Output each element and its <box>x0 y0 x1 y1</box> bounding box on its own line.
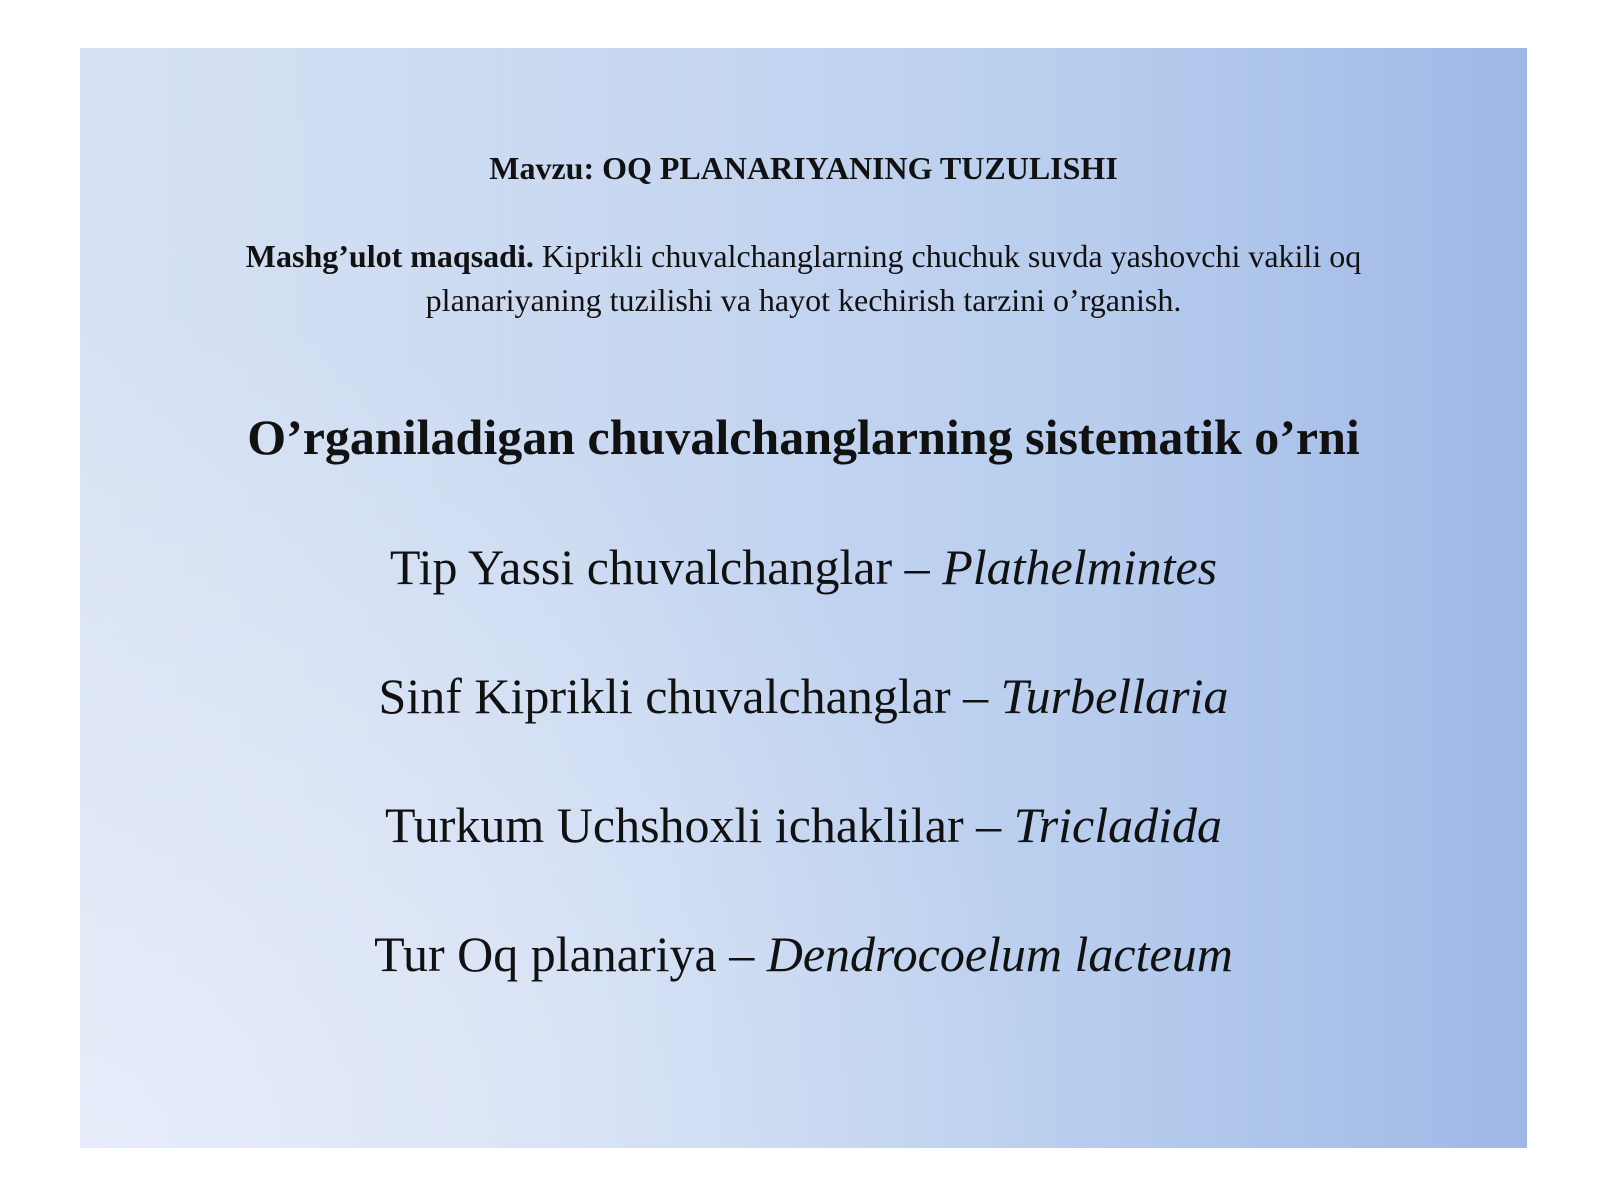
taxonomy-latin-name: Tricladida <box>1013 797 1223 853</box>
topic-title: Mavzu: OQ PLANARIYANING TUZULISHI <box>489 150 1118 186</box>
taxonomy-label: Tur Oq planariya – <box>374 926 767 982</box>
taxonomy-row-species <box>80 925 1527 983</box>
lesson-goal-lead: Mashg’ulot maqsadi. <box>245 238 534 274</box>
section-heading: O’rganiladigan chuvalchanglarning sistematik o’rni <box>247 409 1360 465</box>
lesson-goal-text: Kiprikli chuvalchanglarning chuchuk suvda yashovchi vakili oq planariyaning tuzilishi va hayot kechirish tarzini o’rganish. <box>425 238 1362 318</box>
lesson-goal <box>170 234 1437 322</box>
taxonomy-latin-name: Plathelmintes <box>942 539 1218 595</box>
taxonomy-label: Sinf Kiprikli chuvalchanglar – <box>378 668 1001 724</box>
slide <box>80 48 1527 1148</box>
taxonomy-row-phylum <box>80 538 1527 596</box>
taxonomy-row-class <box>80 667 1527 725</box>
taxonomy-label: Turkum Uchshoxli ichaklilar – <box>384 797 1014 853</box>
taxonomy-row-order <box>80 796 1527 854</box>
taxonomy-latin-name: Turbellaria <box>1000 668 1229 724</box>
taxonomy-latin-name: Dendrocoelum lacteum <box>766 926 1233 982</box>
taxonomy-label: Tip Yassi chuvalchanglar – <box>389 539 943 595</box>
